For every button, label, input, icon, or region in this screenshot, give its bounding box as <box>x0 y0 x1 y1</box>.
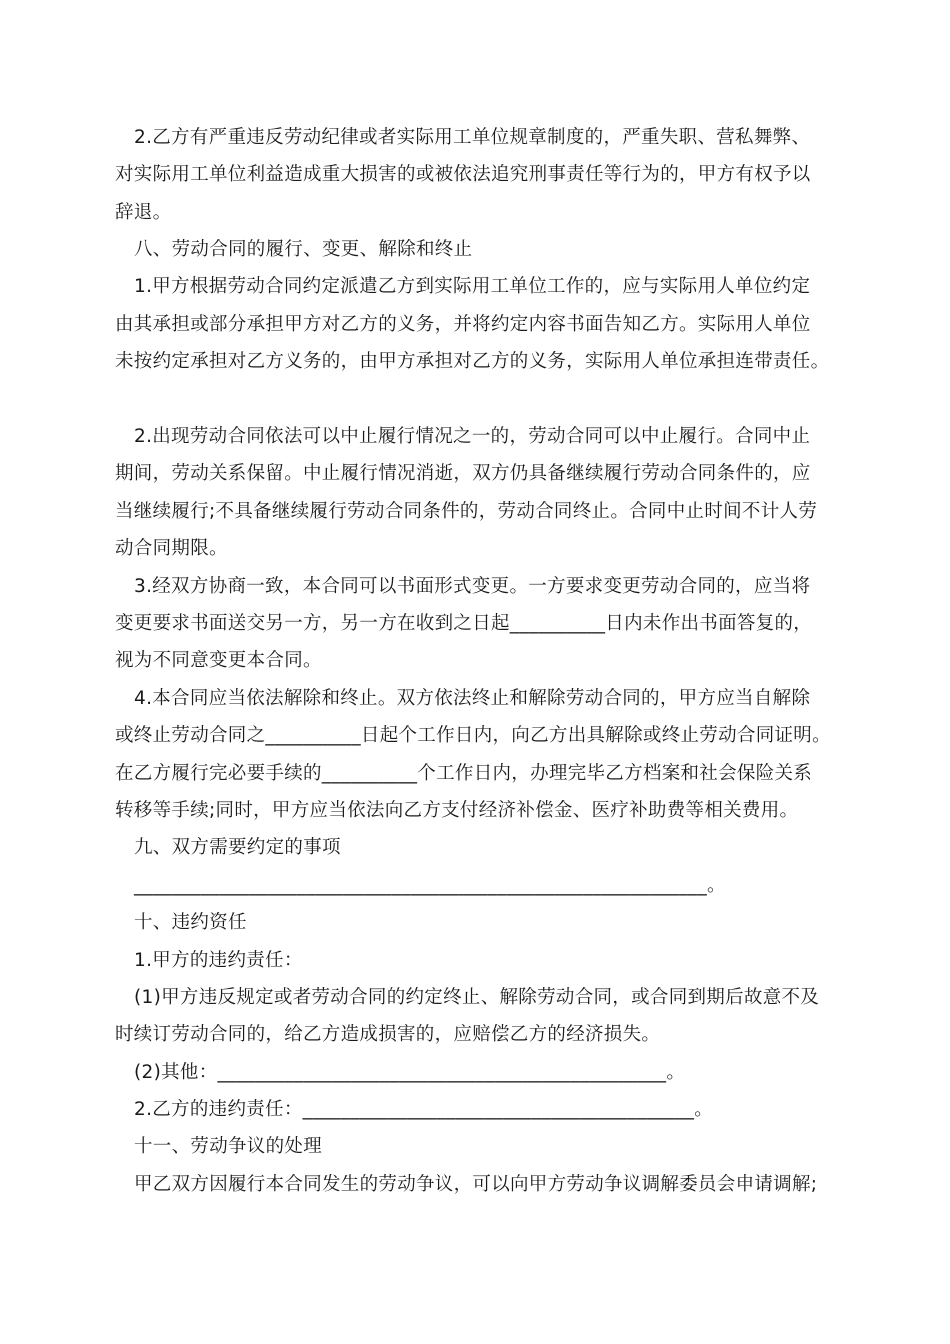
clause-10-1-heading: 1.甲方的违约责任： <box>134 950 303 971</box>
clause-8-3-line-2: 变更要求书面送交另一方，另一方在收到之日起__________日内未作出书面答复的， <box>115 613 813 634</box>
clause-8-3-line-1: 3.经双方协商一致，本合同可以书面形式变更。一方要求变更劳动合同的，应当将 <box>134 576 811 597</box>
clause-8-2-line-2: 期间，劳动关系保留。中止履行情况消逝，双方仍具备继续履行劳动合同条件的，应 <box>115 463 811 484</box>
clause-7-2-line-2: 对实际用工单位利益造成重大损害的或被依法追究刑事责任等行为的，甲方有权予以 <box>115 164 811 185</box>
clause-10-1-item-2: (2)其他：_______________________________________________。 <box>134 1062 686 1083</box>
clause-8-1-line-1: 1.甲方根据劳动合同约定派遣乙方到实际用工单位工作的，应与实际用人单位约定 <box>134 276 811 297</box>
clause-8-2-line-3: 当继续履行;不具备继续履行劳动合同条件的，劳动合同终止。合同中止时间不计人劳 <box>115 501 818 522</box>
clause-8-1-line-2: 由其承担或部分承担甲方对乙方的义务，并将约定内容书面告知乙方。实际用人单位 <box>115 314 811 335</box>
section-11-line-1: 甲乙双方因履行本合同发生的劳动争议，可以向甲方劳动争议调解委员会申请调解; <box>134 1174 818 1195</box>
clause-8-4-line-4: 转移等手续;同时，甲方应当依法向乙方支付经济补偿金、医疗补助费等相关费用。 <box>115 800 799 821</box>
clause-7-2-line-3: 辞退。 <box>115 202 172 223</box>
clause-10-1-item-1-line-1: (1)甲方违反规定或者劳动合同的约定终止、解除劳动合同，或合同到期后故意不及 <box>134 987 820 1008</box>
clause-8-3-line-3: 视为不同意变更本合同。 <box>115 650 322 671</box>
section-11-heading: 十一、劳动争议的处理 <box>134 1136 323 1157</box>
clause-7-2-line-1: 2.乙方有严重违反劳动纪律或者实际用工单位规章制度的，严重失职、营私舞弊、 <box>134 127 811 148</box>
section-8-heading: 八、劳动合同的履行、变更、解除和终止 <box>134 239 473 260</box>
section-10-heading: 十、违约资任 <box>134 912 247 933</box>
clause-8-2-line-1: 2.出现劳动合同依法可以中止履行情况之一的，劳动合同可以中止履行。合同中止 <box>134 426 811 447</box>
section-9-blank: ____________________________________________________________。 <box>134 875 726 896</box>
clause-8-1-line-3: 未按约定承担对乙方义务的，由甲方承担对乙方的义务，实际用人单位承担连带责任。 <box>115 351 830 372</box>
section-9-heading: 九、双方需要约定的事项 <box>134 837 341 858</box>
clause-8-4-line-3: 在乙方履行完必要手续的__________个工作日内，办理完毕乙方档案和社会保险关系 <box>115 763 813 784</box>
clause-10-1-item-1-line-2: 时续订劳动合同的，给乙方造成损害的，应赔偿乙方的经济损失。 <box>115 1024 661 1045</box>
clause-8-4-line-2: 或终止劳动合同之__________日起个工作日内，向乙方出具解除或终止劳动合同证明。 <box>115 725 831 746</box>
clause-8-4-line-1: 4.本合同应当依法解除和终止。双方依法终止和解除劳动合同的，甲方应当自解除 <box>134 688 811 709</box>
clause-10-2: 2.乙方的违约责任：_________________________________________。 <box>134 1099 714 1120</box>
clause-8-2-line-4: 动合同期限。 <box>115 538 228 559</box>
